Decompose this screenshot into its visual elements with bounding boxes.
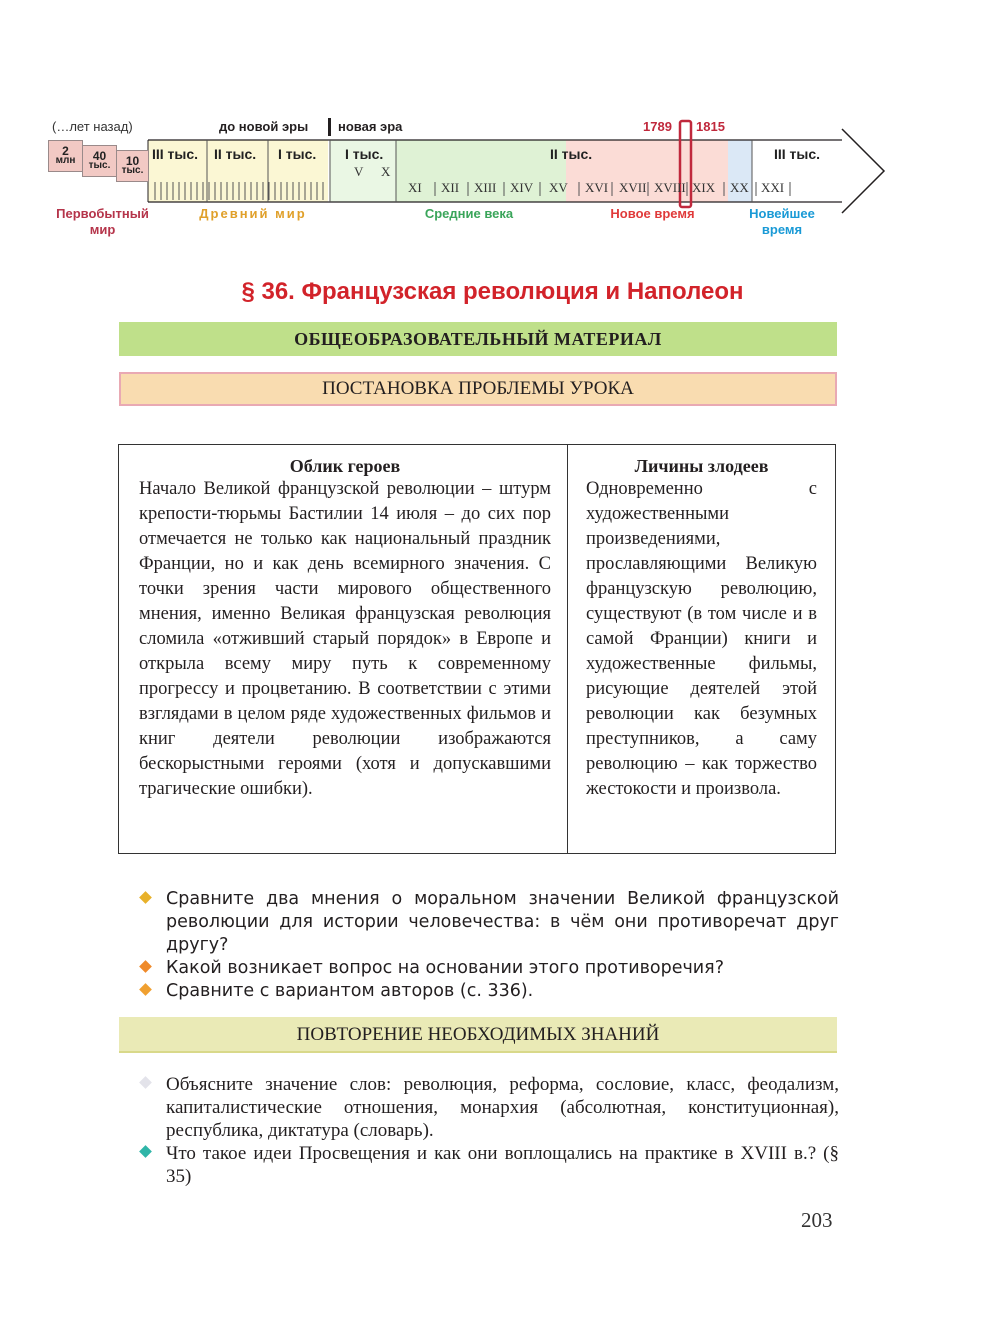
diamond-bullet-icon — [139, 1145, 152, 1158]
diamond-bullet-icon — [139, 960, 152, 973]
heroes-heading: Облик героев — [289, 456, 401, 476]
millennium-label: I тыс. — [345, 146, 384, 162]
box-40k: 40 тыс. — [82, 145, 117, 177]
villains-text: Одновременно с художественными произведениями, прославляющими Великую французскую революцию, существуют (в том числе и в самой Франции) книги и художественные фильмы, рисующие деятелей этой революции как безумных преступников, а саму революцию – как торжество жестокости и произвола. — [586, 479, 817, 799]
century-label: XX — [730, 180, 749, 195]
diamond-bullet-icon — [139, 891, 152, 904]
century-label: V — [354, 164, 364, 179]
question-list — [139, 888, 839, 1003]
page-number: 203 — [801, 1208, 833, 1232]
ce-label: новая эра — [338, 119, 403, 134]
review-list — [139, 1073, 839, 1188]
years-ago-label: (…лет назад) — [52, 119, 133, 134]
century-label: XII — [441, 180, 460, 195]
review-item: Что такое идеи Просвещения и как они воплощались на практике в XVIII в.? (§ 35) — [139, 1142, 839, 1188]
century-label: XXI — [761, 180, 785, 195]
villains-heading: Личины злодеев — [634, 456, 769, 476]
era-label-newest: Новейшее время — [749, 206, 815, 237]
era-label-primitive: Первобытный мир — [56, 206, 149, 237]
millennium-label: I тыс. — [278, 146, 317, 162]
question-item: Сравните с вариантом авторов (с. 336). — [139, 980, 839, 1003]
heroes-text: Начало Великой французской революции – штурм крепости-тюрьмы Бастилии 14 июля – до сих пор отмечается не только как национальный праздник Франции, но и как день всемирного значения. С точки зрения части мирового общественного мнения, именно Великая французская революция сломила «отживший старый порядок» в Европе и открыла всему миру путь к современному прогрессу и процветанию. В соответствии с этими взглядами в целом ряде художественных фильмов и книг деятели революции изображаются бескорыстными героями (хотя и допускавшими трагические ошибки). — [139, 479, 551, 799]
era-label-medieval: Средние века — [424, 206, 514, 221]
box-2mln: 2 млн — [48, 140, 83, 172]
review-item: Объясните значение слов: революция, реформа, сословие, класс, феодализм, капиталистические отношения, монархия (абсолютная, конституционная), республика, диктатура (словарь). — [139, 1073, 839, 1142]
section-band-general: ОБЩЕОБРАЗОВАТЕЛЬНЫЙ МАТЕРИАЛ — [119, 322, 837, 356]
bce-label: до новой эры — [219, 119, 309, 134]
millennium-label: II тыс. — [214, 146, 257, 162]
question-item: Какой возникает вопрос на основании этого противоречия? — [139, 957, 839, 980]
millennium-label: III тыс. — [774, 146, 821, 162]
century-label: XVII — [619, 180, 647, 195]
era-label-ancient: Древний мир — [199, 206, 307, 221]
timeline — [0, 0, 985, 250]
millennium-label: II тыс. — [550, 146, 593, 162]
century-label: XIV — [510, 180, 534, 195]
century-label: XVI — [585, 180, 609, 195]
century-label: XIII — [474, 180, 497, 195]
century-label: XI — [408, 180, 422, 195]
century-label: X — [381, 164, 391, 179]
question-item: Сравните два мнения о моральном значении Великой французской революции для истории человечества: в чём они противоречат друг другу? — [139, 888, 839, 957]
heroes-column — [119, 445, 568, 853]
section-band-problem: ПОСТАНОВКА ПРОБЛЕМЫ УРОКА — [119, 372, 837, 406]
millennium-label: III тыс. — [152, 146, 199, 162]
century-label: XV — [549, 180, 568, 195]
diamond-bullet-icon — [139, 983, 152, 996]
box-10k: 10 тыс. — [116, 150, 149, 182]
opinions-table — [118, 444, 836, 854]
century-label: XIX — [692, 180, 716, 195]
year-1815: 1815 — [696, 119, 725, 134]
era-label-modern: Новое время — [610, 206, 695, 221]
year-1789: 1789 — [643, 119, 672, 134]
section-band-review: ПОВТОРЕНИЕ НЕОБХОДИМЫХ ЗНАНИЙ — [119, 1017, 837, 1053]
diamond-bullet-icon — [139, 1076, 152, 1089]
century-label: XVIII — [654, 180, 686, 195]
villains-column — [568, 445, 835, 853]
page-title: § 36. Французская революция и Наполеон — [241, 278, 744, 305]
